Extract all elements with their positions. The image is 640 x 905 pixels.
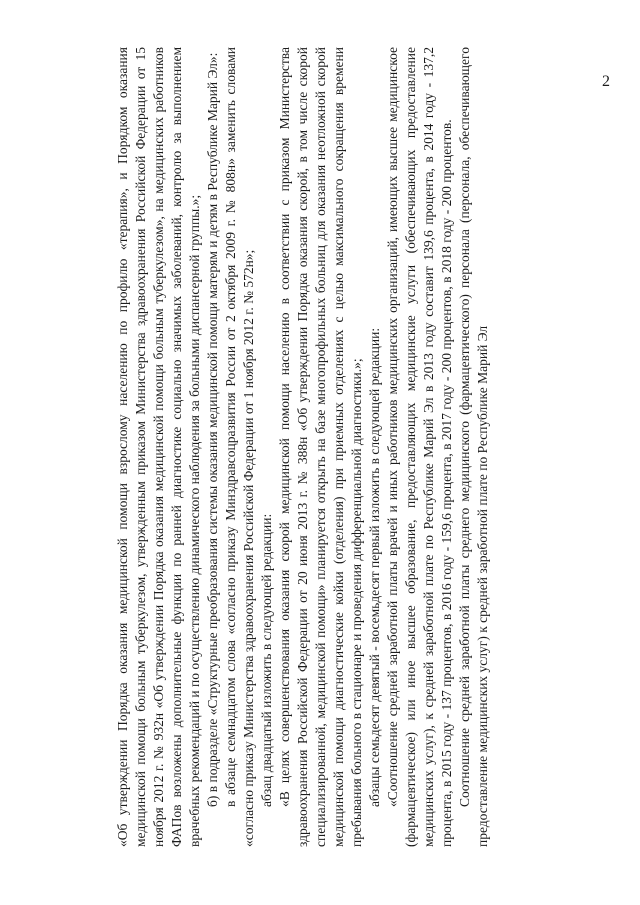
page-number: 2 bbox=[602, 73, 610, 90]
paragraph: Соотношение средней заработной платы среднего медицинского (фармацевтического) персонала (персонала, обеспечивающего предоставление медицинских услуг) к средней заработной плате по Республике Марий Эл bbox=[457, 47, 490, 847]
paragraph: в абзаце семнадцатом слова «согласно приказу Минздравсоцразвития России от 2 октября 2009 г. № 808н» заменить словами «согласно приказу Министерства здравоохранения Российской Федерации от 1 ноября 2012 г. № 572н»; bbox=[223, 47, 256, 847]
paragraph: «Об утверждении Порядка оказания медицинской помощи взрослому населению по профилю «терапия», и Порядком оказания медицинской помощи больным туберкулезом, утвержденным приказом Министерства здравоохранения Российской Федерации от 15 ноября 2012 г. № 932н «Об утверждении Порядка оказания медицинской помощи больным туберкулезом», на медицинских работников ФАПов возложены дополнительные функции по ранней диагностике социально значимых заболеваний, контролю за выполнением врачебных рекомендаций и по осуществлению динамического наблюдения за больными диспансерной группы.»; bbox=[115, 47, 202, 847]
paragraph: абзац двадцатый изложить в следующей редакции: bbox=[259, 513, 274, 807]
paragraph: б) в подразделе «Структурные преобразования системы оказания медицинской помощи матерям и детям в Республике Марий Эл»: bbox=[205, 52, 220, 807]
paragraph: «Соотношение средней заработной платы врачей и иных работников медицинских организаций, имеющих высшее медицинское (фармацевтическое) или иное высшее образование, предоставляющих медицинские услуги (обеспечивающих предоставление медицинских услуг), к средней заработной плате по Республике Марий Эл в 2013 году составит 139,6 процента, в 2014 году - 137,2 процента, в 2015 году - 137 процентов, в 2016 году - 159,6 процента, в 2017 году - 200 процентов, в 2018 году - 200 процентов. bbox=[385, 47, 454, 847]
paragraph: «В целях совершенствования оказания скорой медицинской помощи населению в соответствии с приказом Министерства здравоохранения Российской Федерации от 20 июня 2013 г. № 388н «Об утверждении Порядка оказания скорой, в том числе скорой специализированной, медицинской помощи» планируется открыть на базе многопрофильных больниц для оказания неотложной скорой медицинской помощи диагностические койки (отделения) при приемных отделениях с целью максимального сокращения времени пребывания больного в стационаре и проведения дифференциальной диагностики.»; bbox=[277, 47, 364, 847]
paragraph: абзацы семьдесят девятый - восемьдесят первый изложить в следующей редакции: bbox=[367, 327, 382, 807]
rotated-text-block bbox=[114, 47, 492, 847]
